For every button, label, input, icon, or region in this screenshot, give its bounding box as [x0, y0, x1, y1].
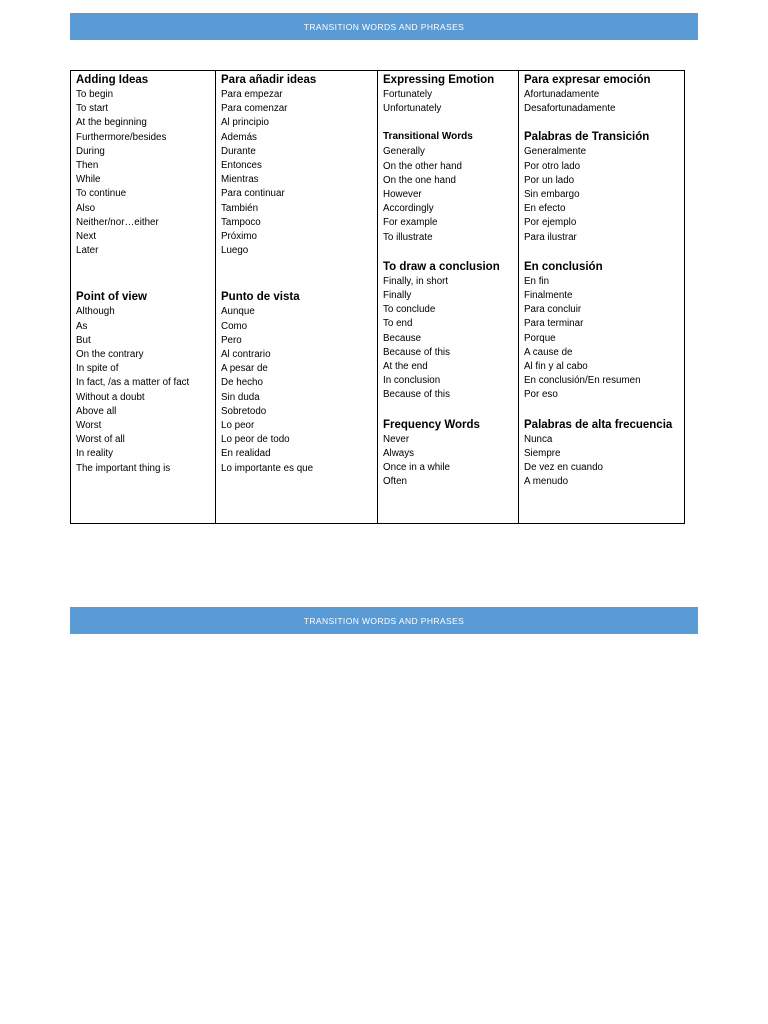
word-item: Por ejemplo [524, 217, 577, 229]
word-section [524, 129, 679, 244]
word-item: Como [221, 320, 248, 332]
word-item: While [76, 174, 101, 186]
word-section [76, 72, 210, 258]
word-section [383, 72, 513, 116]
header-title: TRANSITION WORDS AND PHRASES [303, 21, 465, 32]
word-item: Por otro lado [524, 160, 581, 172]
word-item: At the end [383, 361, 428, 373]
word-item: To illustrate [383, 231, 433, 243]
section-heading: Point of view [76, 291, 147, 304]
word-item: Para concluir [524, 304, 582, 316]
section-spacer [221, 258, 372, 289]
section-heading: To draw a conclusion [383, 260, 500, 273]
column-para-anadir-ideas [215, 71, 377, 523]
word-item: Pero [221, 334, 242, 346]
section-heading: Adding Ideas [76, 74, 149, 86]
word-item: Al principio [221, 117, 269, 129]
section-heading: Expressing Emotion [383, 74, 495, 86]
word-item: To conclude [383, 304, 436, 316]
word-item: Para ilustrar [524, 231, 577, 243]
word-item: Finally [383, 290, 412, 302]
word-item: A cause de [524, 346, 573, 358]
word-item: De vez en cuando [524, 462, 603, 474]
column-expressing-emotion [377, 71, 518, 523]
word-item: Sin duda [221, 391, 260, 403]
word-item: Later [76, 245, 99, 257]
section-spacer [524, 245, 679, 259]
word-section [383, 259, 513, 403]
word-item: También [221, 202, 259, 214]
section-heading: Transitional Words [383, 131, 473, 143]
word-item: Then [76, 160, 99, 172]
transition-words-table [70, 70, 685, 524]
word-item: For example [383, 217, 438, 229]
section-heading: Para añadir ideas [221, 74, 317, 86]
word-item: Nunca [524, 433, 553, 445]
word-item: Unfortunately [383, 103, 442, 115]
word-section [383, 129, 513, 244]
word-item: Mientras [221, 174, 259, 186]
word-item: Furthermore/besides [76, 131, 167, 143]
word-item: Often [383, 476, 407, 488]
word-item: Finalmente [524, 290, 573, 302]
section-heading: Palabras de Transición [524, 131, 650, 144]
word-item: Next [76, 231, 97, 243]
word-section [76, 289, 210, 475]
section-heading: En conclusión [524, 260, 603, 273]
header-banner [70, 13, 698, 40]
word-item: Always [383, 447, 415, 459]
footer-banner [70, 607, 698, 634]
word-item: Also [76, 202, 96, 214]
word-item: Desafortunadamente [524, 103, 616, 115]
word-item: Para terminar [524, 318, 584, 330]
word-item: Without a doubt [76, 391, 145, 403]
word-item: En efecto [524, 203, 566, 215]
word-item: To end [383, 318, 413, 330]
section-spacer [383, 116, 513, 129]
word-item: Además [221, 131, 257, 143]
word-section [524, 72, 679, 116]
word-item: Entonces [221, 160, 262, 172]
word-item: Al fin y al cabo [524, 361, 588, 373]
word-item: On the other hand [383, 160, 462, 172]
word-item: Once in a while [383, 462, 450, 474]
word-item: On the one hand [383, 174, 456, 186]
word-item: Al contrario [221, 349, 271, 361]
word-item: In fact, /as a matter of fact [76, 377, 190, 389]
word-item: A pesar de [221, 363, 268, 375]
word-section [524, 259, 679, 403]
column-adding-ideas [71, 71, 215, 523]
word-item: Por un lado [524, 174, 575, 186]
word-item: In spite of [76, 363, 119, 375]
section-heading: Punto de vista [221, 291, 300, 304]
word-item: But [76, 334, 91, 346]
word-item: Lo peor de todo [221, 434, 290, 446]
word-item: En conclusión/En resumen [524, 375, 641, 387]
word-item: However [383, 189, 422, 201]
word-section [524, 417, 679, 490]
word-item: En fin [524, 275, 550, 287]
section-spacer [383, 245, 513, 259]
section-heading: Palabras de alta frecuencia [524, 418, 673, 431]
word-item: Siempre [524, 447, 561, 459]
word-item: As [76, 320, 88, 332]
word-item: Neither/nor…either [76, 216, 159, 228]
word-item: Porque [524, 332, 556, 344]
word-item: En realidad [221, 448, 271, 460]
word-item: On the contrary [76, 349, 144, 361]
word-item: Próximo [221, 231, 257, 243]
word-item: Generalmente [524, 146, 587, 158]
word-section [383, 417, 513, 490]
word-section [221, 289, 372, 475]
word-item: Tampoco [221, 216, 261, 228]
word-item: Lo peor [221, 420, 255, 432]
word-item: Because of this [383, 389, 450, 401]
section-spacer [524, 403, 679, 417]
word-item: Lo importante es que [221, 462, 314, 474]
section-spacer [524, 116, 679, 129]
word-item: Afortunadamente [524, 89, 600, 100]
word-section [221, 72, 372, 258]
word-item: Para comenzar [221, 103, 288, 115]
word-item: Durante [221, 145, 256, 157]
word-item: Above all [76, 405, 117, 417]
word-item: To start [76, 103, 109, 115]
section-spacer [383, 403, 513, 417]
word-item: Aunque [221, 306, 255, 318]
word-item: Sin embargo [524, 189, 580, 201]
word-item: Generally [383, 146, 425, 158]
word-item: Finally, in short [383, 275, 449, 287]
column-para-expresar-emocion [518, 71, 684, 523]
word-item: Para empezar [221, 89, 283, 100]
word-item: The important thing is [76, 462, 171, 474]
word-item: Worst of all [76, 434, 125, 446]
section-spacer [76, 258, 210, 289]
word-item: At the beginning [76, 117, 147, 129]
word-item: To continue [76, 188, 127, 200]
word-item: A menudo [524, 476, 569, 488]
word-item: De hecho [221, 377, 263, 389]
word-item: In reality [76, 448, 114, 460]
word-item: During [76, 145, 105, 157]
word-item: Para continuar [221, 188, 285, 200]
word-item: Never [383, 433, 410, 445]
word-item: To begin [76, 89, 114, 100]
word-item: Fortunately [383, 89, 433, 100]
word-item: Worst [76, 420, 102, 432]
word-item: Because of this [383, 346, 450, 358]
word-item: In conclusion [383, 375, 441, 387]
section-heading: Para expresar emoción [524, 74, 651, 86]
footer-banner-title: TRANSITION WORDS AND PHRASES [303, 615, 465, 626]
word-item: Accordingly [383, 203, 434, 215]
word-item: Sobretodo [221, 405, 267, 417]
word-item: Because [383, 332, 422, 344]
word-item: Luego [221, 245, 249, 257]
word-item: Por eso [524, 389, 558, 401]
word-item: Although [76, 306, 115, 318]
section-heading: Frequency Words [383, 418, 480, 431]
